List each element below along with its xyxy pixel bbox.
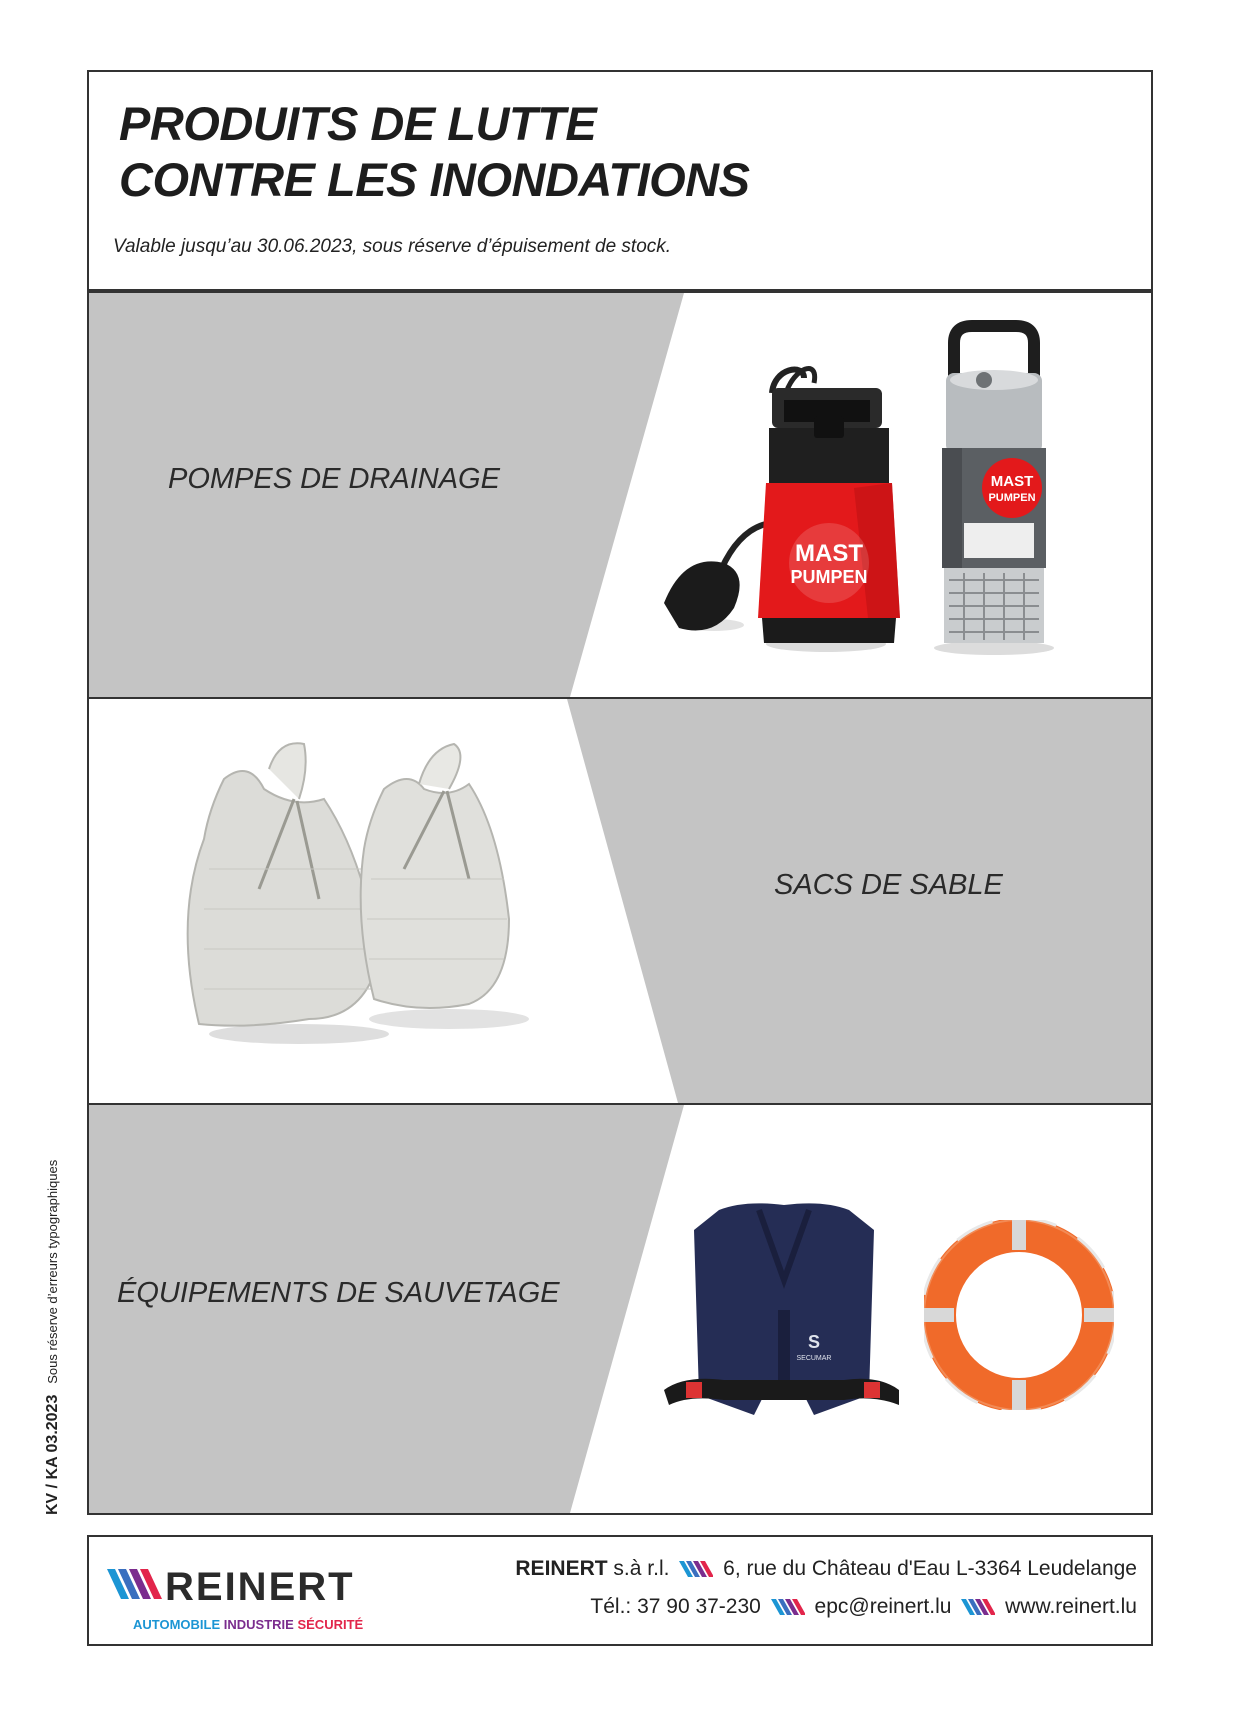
validity-note: Valable jusqu’au 30.06.2023, sous réserve d’épuisement de stock. bbox=[113, 236, 672, 257]
stripes-icon bbox=[771, 1597, 805, 1617]
panel-label-rescue: ÉQUIPEMENTS DE SAUVETAGE bbox=[117, 1277, 560, 1309]
title-line-2: CONTRE LES INONDATIONS bbox=[119, 153, 750, 206]
side-note bbox=[44, 1160, 62, 1515]
website-link[interactable]: www.reinert.lu bbox=[1005, 1595, 1137, 1618]
pump-brand-line-1: MAST bbox=[795, 540, 863, 567]
red-pump-image bbox=[654, 358, 904, 658]
tagline-automobile: AUTOMOBILE bbox=[133, 1617, 221, 1632]
phone-number: Tél.: 37 90 37-230 bbox=[590, 1595, 761, 1618]
vest-logo-s: S bbox=[807, 1332, 821, 1352]
panel-drainage-pumps bbox=[89, 293, 1151, 697]
page-title bbox=[119, 96, 749, 208]
logo-tagline bbox=[133, 1617, 363, 1632]
tagline-industrie: INDUSTRIE bbox=[223, 1617, 294, 1632]
panel-sand-bags bbox=[89, 699, 1151, 1103]
product-panels bbox=[87, 291, 1153, 1515]
reinert-logo bbox=[107, 1563, 407, 1618]
footer-box bbox=[87, 1535, 1153, 1646]
life-vest-image bbox=[664, 1200, 904, 1440]
grey-pump-image bbox=[924, 318, 1064, 658]
company-address: 6, rue du Château d'Eau L-3364 Leudelange bbox=[723, 1557, 1137, 1580]
footer-address-line bbox=[515, 1557, 1137, 1581]
panel-rescue-equipment bbox=[89, 1105, 1151, 1513]
company-suffix: s.à r.l. bbox=[613, 1557, 670, 1580]
panel-label-drainage: POMPES DE DRAINAGE bbox=[168, 463, 500, 495]
footer-contact-line bbox=[590, 1595, 1137, 1619]
grey-pump-brand-line-1: MAST bbox=[990, 473, 1034, 490]
typo-disclaimer: Sous réserve d’erreurs typographiques bbox=[45, 1159, 60, 1384]
vest-brand: SECUMAR bbox=[796, 1355, 832, 1362]
header-box bbox=[87, 70, 1153, 291]
company-name: REINERT bbox=[515, 1557, 608, 1580]
grey-pump-brand-line-2: PUMPEN bbox=[988, 492, 1036, 504]
pump-brand-line-2: PUMPEN bbox=[790, 567, 868, 587]
life-buoy-image bbox=[924, 1220, 1114, 1410]
tagline-securite: SÉCURITÉ bbox=[297, 1617, 364, 1632]
panel-label-sand-bags: SACS DE SABLE bbox=[774, 869, 1003, 901]
logo-text: REINERT bbox=[165, 1565, 355, 1609]
title-line-1: PRODUITS DE LUTTE bbox=[119, 97, 597, 150]
document-code: KV / KA 03.2023 bbox=[44, 1394, 61, 1515]
email-link[interactable]: epc@reinert.lu bbox=[814, 1595, 952, 1618]
stripes-icon bbox=[961, 1597, 995, 1617]
sand-bags-image bbox=[149, 719, 529, 1049]
logo-stripes-icon bbox=[107, 1569, 162, 1599]
stripes-icon bbox=[679, 1559, 713, 1579]
